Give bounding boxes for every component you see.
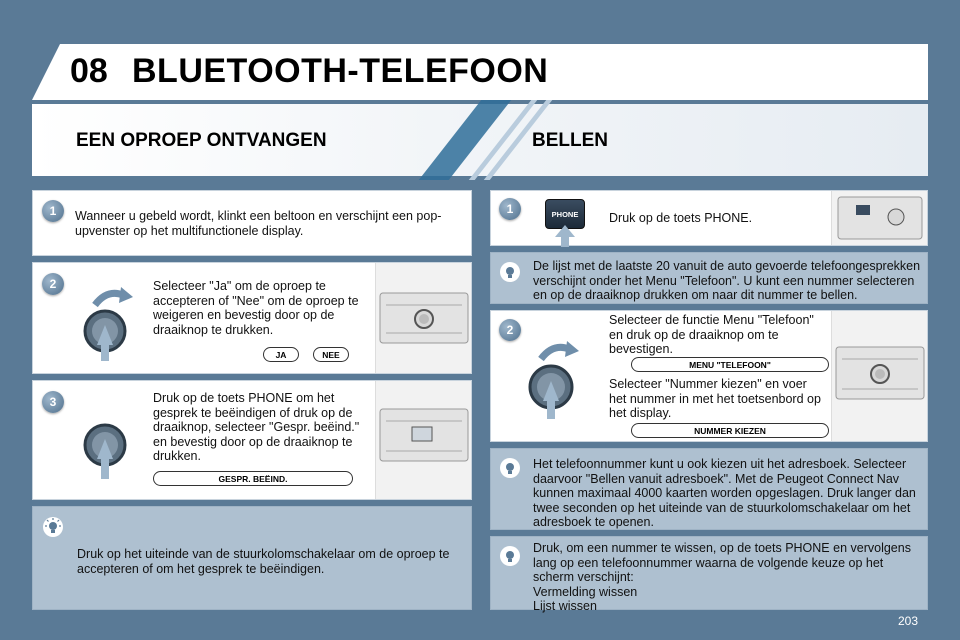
section-title-receive: EEN OPROEP ONTVANGEN [76, 130, 327, 151]
arrow-up-icon [553, 225, 577, 247]
right-tip3-line1: Druk, om een nummer te wissen, op de toets PHONE en vervolgens lang op een telefoonnummer waarna de volgende keuze op het scherm verschijnt: [533, 541, 911, 584]
rotary-knob-icon [521, 333, 585, 423]
left-step1-text: Wanneer u gebeld wordt, klinkt een beltoon en verschijnt een pop-upvenster op het multifunctionele display. [75, 209, 442, 238]
section-title-call: BELLEN [532, 130, 608, 151]
rotary-knob-icon [77, 405, 137, 489]
right-tip3-text [533, 541, 923, 614]
right-step2-panel [490, 310, 928, 442]
radio-unit-illustration [375, 263, 471, 373]
left-tip-text: Druk op het uiteinde van de stuurkolomschakelaar om de oproep te accepteren of om het gesprek te beëindigen. [77, 547, 450, 576]
right-step2-text-a: Selecteer de functie Menu "Telefoon" en druk op de draaiknop om te bevestigen. [609, 313, 814, 356]
left-step2-panel [32, 262, 472, 374]
right-tip1-panel [490, 252, 928, 304]
left-tip-panel [32, 506, 472, 610]
left-step3-text: Druk op de toets PHONE om het gesprek te beëindigen of druk op de draaiknop, selecteer "Gespr. beëind." en bevestig door op de draaiknop te drukken. [153, 391, 360, 463]
chapter-number: 08 [70, 52, 108, 90]
right-tip1-text: De lijst met de laatste 20 vanuit de auto gevoerde telefoongesprekken verschijnt onder het Menu "Telefoon". U kunt een nummer selecteren en op de draaiknop drukken om naar dit nummer te bellen. [533, 259, 921, 302]
no-button[interactable]: NEE [313, 347, 349, 362]
left-step2-text: Selecteer "Ja" om de oproep te accepteren of "Nee" om de oproep te weigeren en bevestig door op de draaiknop te drukken. [153, 279, 359, 337]
right-step1-text: Druk op de toets PHONE. [609, 211, 753, 225]
phone-key-icon: PHONE [545, 199, 585, 229]
right-tip2-panel [490, 448, 928, 530]
right-tip3-panel [490, 536, 928, 613]
step-number-badge: 1 [499, 198, 521, 220]
end-call-button[interactable]: GESPR. BEËIND. [153, 471, 353, 486]
menu-telefoon-button[interactable]: MENU "TELEFOON" [631, 357, 829, 372]
yes-button[interactable]: JA [263, 347, 299, 362]
step-number-badge: 3 [42, 391, 64, 413]
radio-unit-illustration [375, 381, 471, 499]
radio-unit-illustration [831, 311, 927, 441]
lightbulb-icon [499, 261, 521, 283]
right-tip2-text: Het telefoonnummer kunt u ook kiezen uit het adresboek. Selecteer daarvoor "Bellen vanuit adresboek". Met de Peugeot Connect Nav kunnen maximaal 4000 kaarten worden opgeslagen. Druk langer dan twee seconden op het uiteinde van de stuurkolomschakelaar om het adresboek te openen. [533, 457, 916, 529]
lightbulb-icon [42, 516, 64, 538]
step-number-badge: 1 [42, 200, 64, 222]
left-step3-panel [32, 380, 472, 500]
radio-unit-illustration [831, 191, 927, 245]
chapter-title: BLUETOOTH-TELEFOON [132, 52, 549, 90]
step-number-badge: 2 [499, 319, 521, 341]
left-step1-panel [32, 190, 472, 256]
page-number: 203 [898, 614, 919, 628]
right-step1-panel [490, 190, 928, 246]
lightbulb-icon [499, 545, 521, 567]
rotary-knob-icon [77, 281, 137, 365]
step-number-badge: 2 [42, 273, 64, 295]
right-tip3-line2: Vermelding wissen [533, 584, 638, 599]
right-step2-text-b: Selecteer "Nummer kiezen" en voer het nummer in met het toetsenbord op het display. [609, 377, 821, 420]
nummer-kiezen-button[interactable]: NUMMER KIEZEN [631, 423, 829, 438]
right-tip3-line3: Lijst wissen [533, 599, 597, 613]
lightbulb-icon [499, 457, 521, 479]
